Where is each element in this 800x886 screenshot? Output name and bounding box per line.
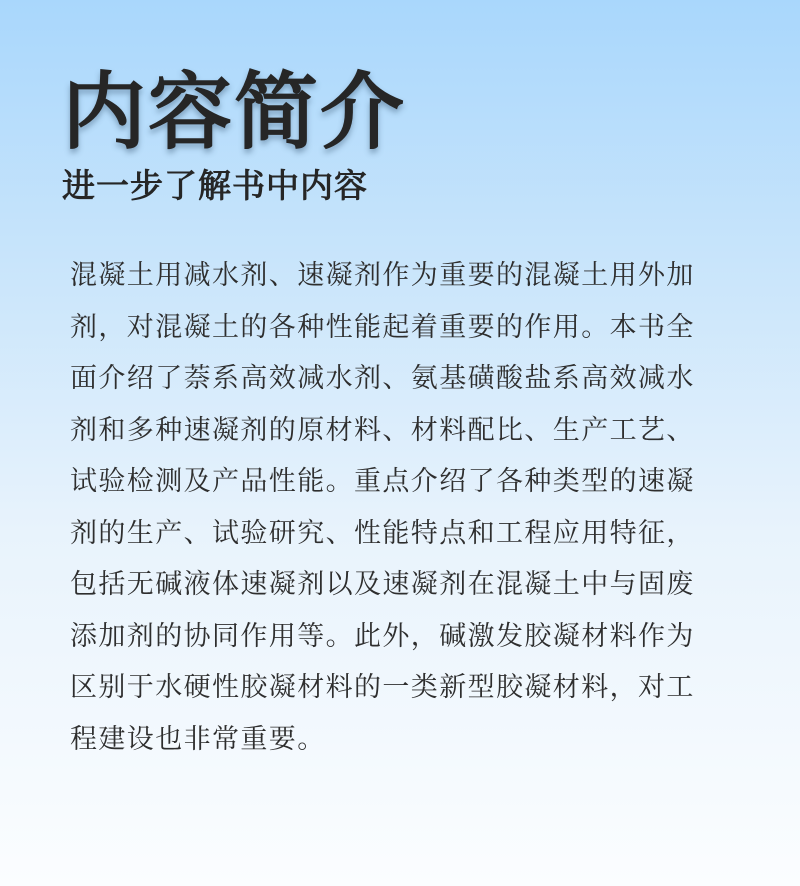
text-line: 包括无碱液体速凝剂以及速凝剂在混凝土中与固废 <box>70 569 695 600</box>
header <box>62 62 406 208</box>
page-subtitle: 进一步了解书中内容 <box>62 166 368 205</box>
text-line: 混凝土用减水剂、速凝剂作为重要的混凝土用外加 <box>70 260 695 291</box>
text-line: 程建设也非常重要。 <box>70 723 326 755</box>
text-line: 区别于水硬性胶凝材料的一类新型胶凝材料，对工 <box>70 672 695 703</box>
text-line: 添加剂的协同作用等。此外，碱激发胶凝材料作为 <box>70 620 695 652</box>
text-line: 剂，对混凝土的各种性能起着重要的作用。本书全 <box>70 311 695 343</box>
page-title: 内容简介 <box>62 63 407 161</box>
text-line: 面介绍了萘系高效减水剂、氨基磺酸盐系高效减水 <box>70 363 695 394</box>
text-line: 剂的生产、试验研究、性能特点和工程应用特征， <box>70 517 695 549</box>
text-line: 试验检测及产品性能。重点介绍了各种类型的速凝 <box>70 466 695 497</box>
description-text <box>70 250 736 765</box>
text-line: 剂和多种速凝剂的原材料、材料配比、生产工艺、 <box>70 414 695 446</box>
